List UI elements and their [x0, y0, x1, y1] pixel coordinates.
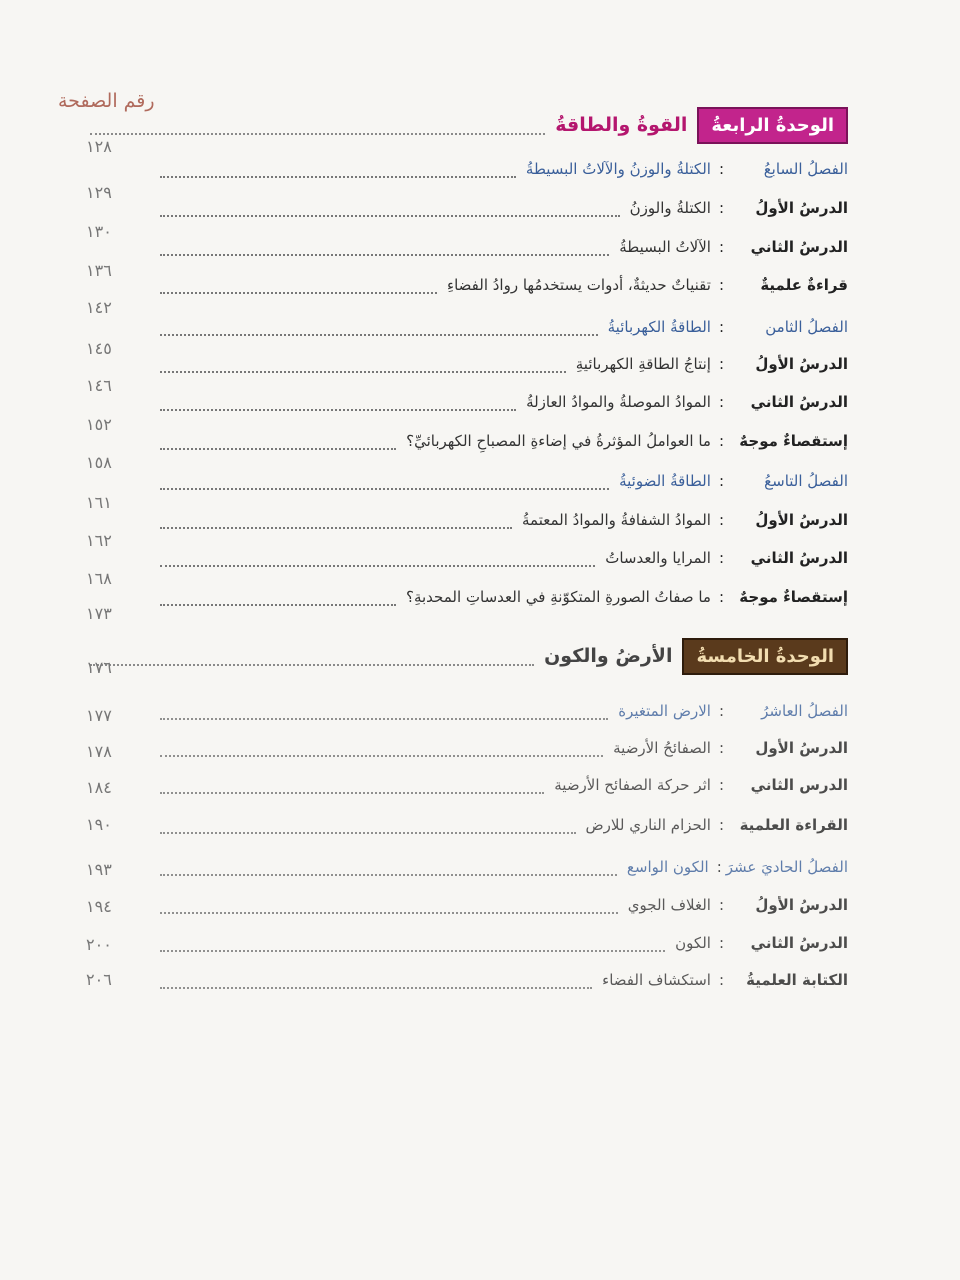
toc-reading: القراءة العلمية : الحزام الناري للارض	[150, 810, 848, 840]
toc-label: الكتابة العلميةُ	[746, 971, 848, 989]
leader-dots	[160, 488, 609, 490]
toc-inquiry: إستقصاءٌ موجهٌ : ما صفاتُ الصورةِ المتكوّنةِ في العدساتِ المحدبةِ؟	[150, 582, 848, 612]
toc-label: الفصلُ العاشرُ	[761, 702, 848, 720]
toc-label: الدرسُ الأول	[755, 739, 848, 757]
toc-title: الموادُ الشفافةُ والموادُ المعتمةُ	[522, 511, 711, 529]
leader-dots	[160, 604, 396, 606]
toc-page: ١٤٦	[86, 376, 112, 395]
toc-reading: قراءةٌ علميةٌ : تقنياتٌ حديثةٌ، أدوات يستخدمُها روادُ الفضاءِ	[150, 270, 848, 300]
toc-title: الكون الواسع	[626, 858, 709, 876]
toc-title: الارض المتغيرة	[618, 702, 711, 720]
leader-dots	[160, 874, 617, 876]
toc-page: ١٧٣	[86, 604, 112, 623]
unit-5-page: ١٧٦	[86, 658, 112, 677]
toc-title: الصفائحُ الأرضية	[613, 739, 711, 757]
toc-label: الدرسُ الثاني	[750, 934, 848, 952]
leader-dots	[160, 334, 598, 336]
toc-title: الغلاف الجوي	[627, 896, 711, 914]
unit-4-badge: الوحدةُ الرابعةُ	[697, 107, 848, 144]
leader-dots	[160, 832, 576, 834]
toc-title: ما صفاتُ الصورةِ المتكوّنةِ في العدساتِ المحدبةِ؟	[406, 588, 711, 606]
toc-title: استكشاف الفضاء	[602, 971, 711, 989]
toc-label: القراءة العلمية	[739, 816, 848, 834]
toc-label: الدرسُ الأولُ	[755, 355, 848, 373]
toc-label: الدرسُ الأولُ	[755, 199, 848, 217]
toc-title: الموادُ الموصلةُ والموادُ العازلةُ	[526, 393, 711, 411]
unit-5-badge: الوحدةُ الخامسةُ	[682, 638, 848, 675]
toc-lesson: الدرسُ الأول : الصفائحُ الأرضية	[150, 733, 848, 763]
toc-page: ١٩٣	[86, 860, 112, 879]
toc-title: الكتلةُ والوزنُ	[629, 199, 711, 217]
toc-page: ١٩٤	[86, 897, 112, 916]
leader-dots	[160, 527, 512, 529]
toc-lesson: الدرسُ الثاني : الآلاتُ البسيطةُ	[150, 232, 848, 262]
toc-chapter-11: الفصلُ الحاديَ عشرَ : الكون الواسع	[150, 852, 848, 882]
toc-label: الدرسُ الأولُ	[755, 511, 848, 529]
toc-title: إنتاجُ الطاقةِ الكهربائيةِ	[575, 355, 711, 373]
toc-chapter-10: الفصلُ العاشرُ : الارض المتغيرة	[150, 696, 848, 726]
toc-lesson: الدرسُ الثاني : المرايا والعدساتُ	[150, 543, 848, 573]
toc-writing: الكتابة العلميةُ : استكشاف الفضاء	[150, 965, 848, 995]
leader-dots	[160, 987, 592, 989]
toc-title: الكون	[675, 934, 711, 952]
toc-page: ١٤٥	[86, 339, 112, 358]
toc-label: الفصلُ الثامن	[765, 318, 848, 336]
toc-title: الطاقةُ الضوئيةُ	[619, 472, 711, 490]
toc-page: ١٧٧	[86, 706, 112, 725]
leader-dots	[160, 950, 665, 952]
toc-label: إستقصاءٌ موجهٌ	[739, 588, 848, 606]
toc-page: ٢٠٠	[86, 935, 112, 954]
toc-label: إستقصاءٌ موجهٌ	[739, 432, 848, 450]
leader-dots	[160, 565, 595, 567]
toc-title: الطاقةُ الكهربائيةُ	[607, 318, 711, 336]
toc-page: ١٧٨	[86, 742, 112, 761]
toc-title: اثر حركة الصفائح الأرضية	[554, 776, 711, 794]
toc-chapter-7: الفصلُ السابعُ : الكتلةُ والوزنُ والآلاتُ البسيطةُ	[150, 154, 848, 184]
leader-dots	[160, 792, 544, 794]
toc-page: ١٦٨	[86, 569, 112, 588]
leader-dots	[90, 133, 545, 135]
toc-label: الدرسُ الثاني	[750, 238, 848, 256]
toc-title: المرايا والعدساتُ	[605, 549, 711, 567]
toc-title: الحزام الناري للارض	[585, 816, 711, 834]
leader-dots	[160, 409, 516, 411]
leader-dots	[160, 292, 437, 294]
toc-label: الفصلُ السابعُ	[763, 160, 848, 178]
toc-chapter-9: الفصلُ التاسعُ : الطاقةُ الضوئيةُ	[150, 466, 848, 496]
toc-page: ١٣٦	[86, 261, 112, 280]
toc-page: ١٢٩	[86, 183, 112, 202]
toc-page: ٢٠٦	[86, 970, 112, 989]
unit-4-heading	[80, 105, 848, 145]
leader-dots	[160, 755, 603, 757]
unit-5-title: الأرضُ والكون	[544, 645, 673, 667]
unit-4-title: القوةُ والطاقةُ	[555, 114, 688, 136]
toc-page: ١٣٠	[86, 222, 112, 241]
page-number-header: رقم الصفحة	[58, 90, 155, 112]
toc-inquiry: إستقصاءٌ موجهٌ : ما العواملُ المؤثرةُ في إضاءةِ المصباحِ الكهربائيِّ؟	[150, 426, 848, 456]
toc-label: قراءةٌ علميةٌ	[760, 276, 848, 294]
toc-page: ١٦٢	[86, 531, 112, 550]
toc-label: الفصلُ الحاديَ عشرَ	[725, 858, 848, 876]
toc-lesson: الدرسُ الأولُ : الغلاف الجوي	[150, 890, 848, 920]
toc-page: ١٤٢	[86, 298, 112, 317]
toc-lesson: الدرس الثاني : اثر حركة الصفائح الأرضية	[150, 770, 848, 800]
toc-lesson: الدرسُ الأولُ : الموادُ الشفافةُ والموادُ المعتمةُ	[150, 505, 848, 535]
toc-page: ١٦١	[86, 493, 112, 512]
toc-lesson: الدرسُ الأولُ : الكتلةُ والوزنُ	[150, 193, 848, 223]
toc-title: الكتلةُ والوزنُ والآلاتُ البسيطةُ	[525, 160, 711, 178]
toc-label: الدرس الثاني	[750, 776, 848, 794]
toc-page: ١٩٠	[86, 815, 112, 834]
leader-dots	[90, 664, 534, 666]
toc-title: ما العواملُ المؤثرةُ في إضاءةِ المصباحِ الكهربائيِّ؟	[406, 432, 711, 450]
toc-page: ١٥٢	[86, 415, 112, 434]
toc-title: الآلاتُ البسيطةُ	[619, 238, 711, 256]
leader-dots	[160, 718, 608, 720]
leader-dots	[160, 371, 566, 373]
toc-lesson: الدرسُ الأولُ : إنتاجُ الطاقةِ الكهربائيةِ	[150, 349, 848, 379]
toc-label: الفصلُ التاسعُ	[764, 472, 848, 490]
toc-label: الدرسُ الثاني	[750, 393, 848, 411]
leader-dots	[160, 254, 609, 256]
leader-dots	[160, 448, 396, 450]
toc-chapter-8: الفصلُ الثامن : الطاقةُ الكهربائيةُ	[150, 312, 848, 342]
toc-label: الدرسُ الأولُ	[755, 896, 848, 914]
leader-dots	[160, 215, 620, 217]
unit-5-heading	[80, 636, 848, 676]
toc-page: ١٨٤	[86, 778, 112, 797]
toc-label: الدرسُ الثاني	[750, 549, 848, 567]
toc-title: تقنياتٌ حديثةٌ، أدوات يستخدمُها روادُ الفضاءِ	[447, 276, 711, 294]
unit-4-page: ١٢٨	[86, 137, 112, 156]
toc-lesson: الدرسُ الثاني : الموادُ الموصلةُ والموادُ العازلةُ	[150, 387, 848, 417]
toc-lesson: الدرسُ الثاني : الكون	[150, 928, 848, 958]
leader-dots	[160, 176, 516, 178]
leader-dots	[160, 912, 618, 914]
toc-page: ١٥٨	[86, 453, 112, 472]
